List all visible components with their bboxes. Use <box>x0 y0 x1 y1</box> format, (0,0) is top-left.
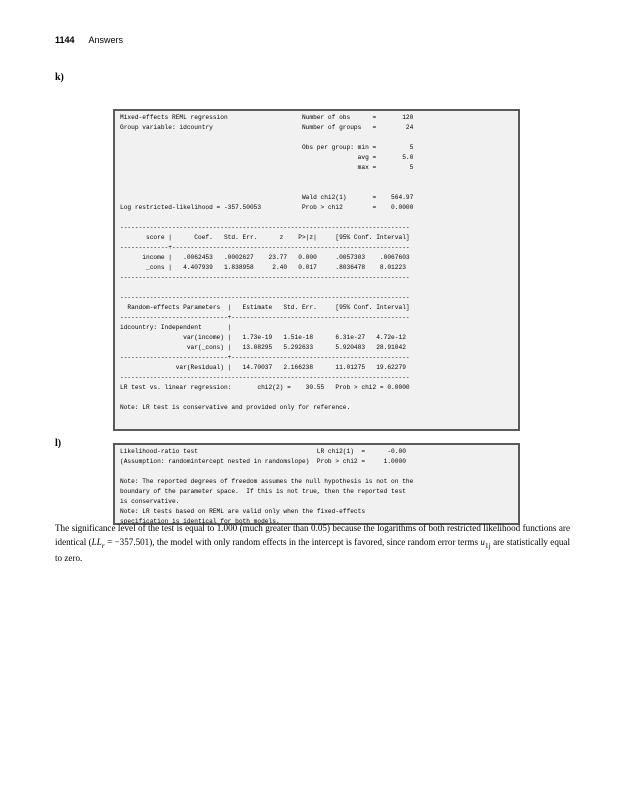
math-ll-sub: r <box>101 540 105 550</box>
page-header <box>55 35 123 45</box>
para-part2: ), the model with only random effects in the intercept is favored, since random error terms <box>149 536 481 547</box>
math-ll: LL <box>91 536 102 547</box>
answer-paragraph <box>55 522 570 565</box>
math-u-sub: 1j <box>484 540 491 550</box>
stata-output-k-text: Mixed-effects REML regression Number of obs = 120 Group variable: idcountry Number of groups = 24 Obs per group: min = 5 avg = 5.0 max = 5 Wald chi2(1) = 564.97 Log restricted-likelihood = -357.50053 Prob > chi2 = 0.0000 ------------------------------------------------------------------------------ score | Coef. Std. Err. z P>|z| [95% Conf. Interval] -------------+---------------------------------------------------------------- income | .0062453 .0002627 23.77 0.000 .0057303 .0067603 _cons | 4.407939 1.838958 2.40 0.017 .8036478 8.01223 ------------------------------------------------------------------------------ ------------------------------------------------------------------------------ Random-effects Parameters | Estimate Std. Err. [95% Conf. Interval] -----------------------------+------------------------------------------------ idcountry: Independent | var(income) | 1.73e-19 1.51e-18 6.31e-27 4.72e-12 var(_cons) | 13.08295 5.292633 5.920483 28.91042 -----------------------------+------------------------------------------------ var(Residual) | 14.70037 2.166238 11.01275 19.62279 ------------------------------------------------------------------------------ LR test vs. linear regression: chi2(2) = 30.55 Prob > chi2 = 0.0000 Note: LR test is conservative and provided only for reference. <box>120 114 414 411</box>
para-part1: The significance level of the test is equal to 1.000 (much greater than 0.05) because the logarithms of both restricted likelihood functions are identical ( <box>55 523 570 547</box>
stata-output-l-text: Likelihood-ratio test LR chi2(1) = -0.00 (Assumption: randomintercept nested in randomslope) Prob > chi2 = 1.0000 Note: The reported degrees of freedom assumes the null hypothesis is not on the boundary of the parameter space. If this is not true, then the reported test is conservative. Note: LR tests based on REML are valid only when the fixed-effects specification is identical for both models. <box>120 448 414 525</box>
section-label-k: k) <box>55 72 64 83</box>
math-eq: = −357.501 <box>104 536 150 547</box>
stata-output-l <box>113 443 520 525</box>
math-u: u <box>480 536 485 547</box>
para-part3: are statistically equal to zero. <box>55 536 570 563</box>
page-number: 1144 <box>55 35 75 45</box>
stata-output-k <box>113 109 520 431</box>
running-title: Answers <box>88 35 124 45</box>
section-label-l: l) <box>55 438 62 449</box>
